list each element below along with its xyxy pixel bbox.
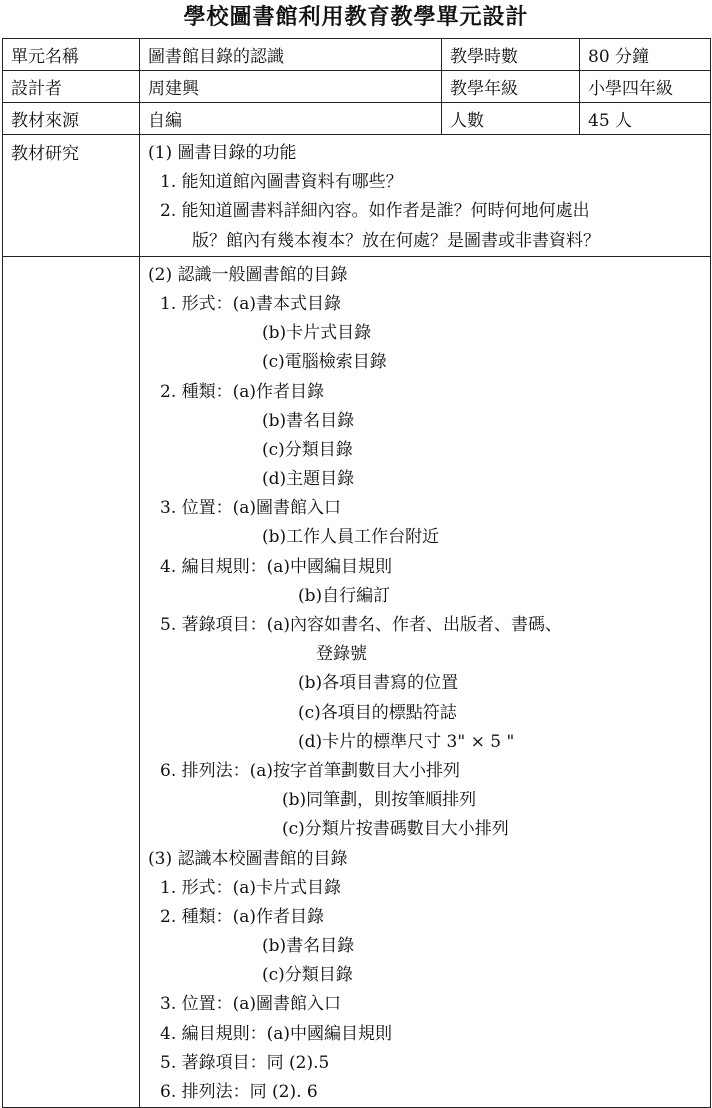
- designer-label: 設計者: [3, 71, 140, 103]
- part2-kind: 2. 種類：(a)作者目錄: [160, 381, 325, 402]
- count-value: 45 人: [580, 103, 711, 135]
- part2-kind-c: (c)分類目錄: [262, 439, 353, 460]
- designer-value: 周建興: [140, 71, 442, 103]
- part2-heading: (2) 認識一般圖書館的目錄: [148, 264, 348, 285]
- table-row: [3, 39, 711, 71]
- part2-entry-c: (c)各項目的標點符誌: [298, 702, 457, 723]
- study-part1-cell: [140, 135, 711, 257]
- table-row: [3, 256, 711, 1107]
- part3-order: 6. 排列法：同 (2). 6: [160, 1082, 318, 1102]
- part3-entry: 5. 著錄項目：同 (2).5: [160, 1052, 330, 1073]
- part2-entry: 5. 著錄項目：(a)內容如書名、作者、出版者、書碼、: [160, 615, 563, 635]
- part2-entry-d: (d)卡片的標準尺寸 3" × 5 ": [298, 731, 515, 752]
- part2-rule: 4. 編目規則：(a)中國編目規則: [160, 556, 393, 577]
- count-label: 人數: [442, 103, 580, 135]
- unit-value: 圖書館目錄的認識: [140, 39, 442, 71]
- source-value: 自編: [140, 103, 442, 135]
- part1-item-2: 2. 能知道圖書料詳細內容。如作者是誰？何時何地何處出: [160, 201, 590, 222]
- part2-place: 3. 位置：(a)圖書館入口: [160, 498, 342, 519]
- table-row: [3, 71, 711, 103]
- study-part2-3-cell: [140, 256, 711, 1107]
- unit-label: 單元名稱: [3, 39, 140, 71]
- grade-value: 小學四年級: [580, 71, 711, 103]
- time-label: 教學時數: [442, 39, 580, 71]
- part2-order: 6. 排列法：(a)按字首筆劃數目大小排列: [160, 760, 461, 781]
- part2-form: 1. 形式：(a)書本式目錄: [160, 293, 342, 314]
- part2-place-b: (b)工作人員工作台附近: [262, 527, 440, 548]
- part2-kind-b: (b)書名目錄: [262, 410, 355, 431]
- time-value: 80 分鐘: [580, 39, 711, 71]
- part2-entry-b: (b)各項目書寫的位置: [298, 673, 459, 694]
- blank-label-cell: [3, 256, 140, 1107]
- part3-kind-c: (c)分類目錄: [262, 965, 353, 986]
- part1-item-1: 1. 能知道館內圖書資料有哪些？: [160, 172, 403, 193]
- part2-form-b: (b)卡片式目錄: [262, 323, 372, 344]
- table-row: [3, 135, 711, 257]
- lesson-plan-table: [2, 38, 711, 1108]
- part3-kind-b: (b)書名目錄: [262, 936, 355, 957]
- part2-form-c: (c)電腦檢索目錄: [262, 352, 387, 373]
- part2-order-b: (b)同筆劃，則按筆順排列: [282, 790, 477, 811]
- part2-order-c: (c)分類片按書碼數目大小排列: [282, 819, 509, 840]
- part2-kind-d: (d)主題目錄: [262, 469, 355, 490]
- part1-heading: (1) 圖書目錄的功能: [148, 143, 297, 163]
- part2-rule-b: (b)自行編訂: [298, 585, 391, 606]
- page-title: 學校圖書館利用教育教學單元設計: [183, 4, 529, 30]
- part3-heading: (3) 認識本校圖書館的目錄: [148, 848, 348, 869]
- part3-kind: 2. 種類：(a)作者目錄: [160, 906, 325, 927]
- part3-form: 1. 形式：(a)卡片式目錄: [160, 877, 342, 898]
- grade-label: 教學年級: [442, 71, 580, 103]
- table-row: [3, 103, 711, 135]
- part1-item-2-cont: 版？館內有幾本複本？放在何處？是圖書或非書資料？: [192, 230, 600, 251]
- part2-entry-cont: 登錄號: [316, 644, 367, 665]
- part3-place: 3. 位置：(a)圖書館入口: [160, 994, 342, 1015]
- source-label: 教材來源: [3, 103, 140, 135]
- part3-rule: 4. 編目規則：(a)中國編目規則: [160, 1023, 393, 1044]
- study-label: 教材研究: [3, 135, 140, 257]
